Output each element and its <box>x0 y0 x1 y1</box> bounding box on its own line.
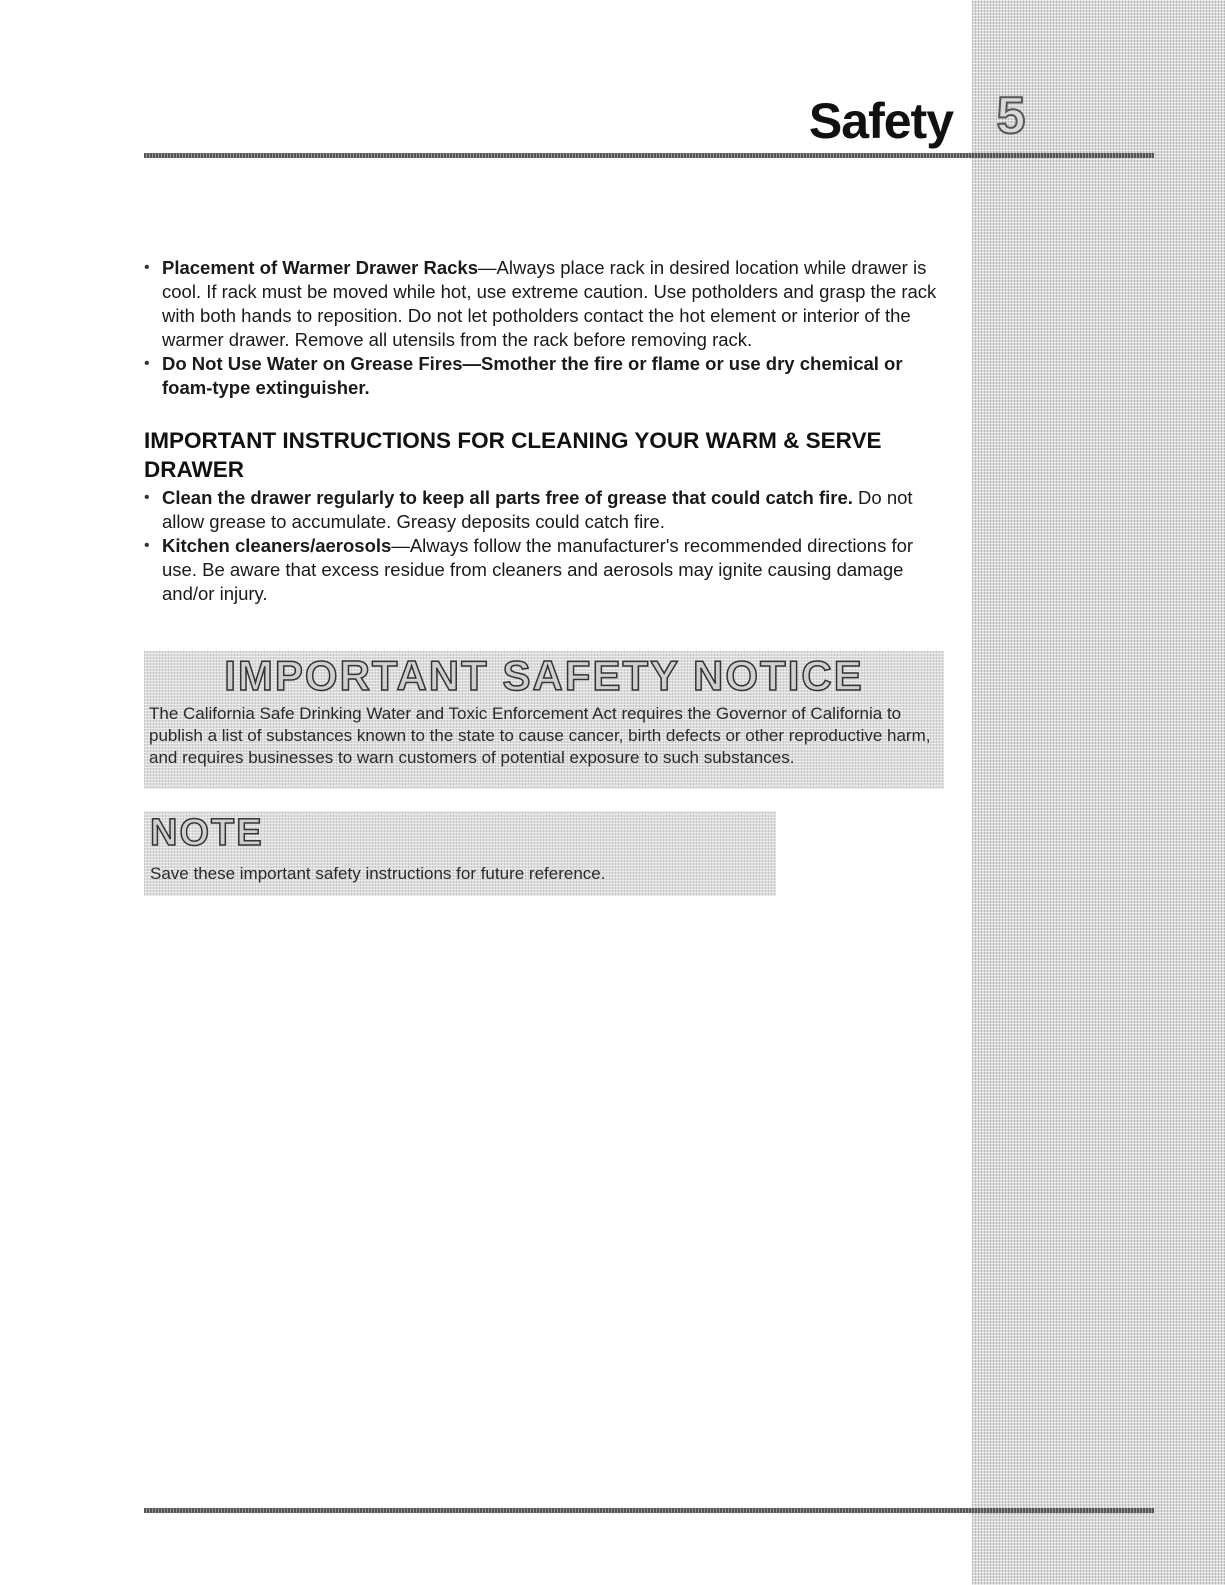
safety-notice-heading: IMPORTANT SAFETY NOTICE <box>224 652 864 699</box>
header-rule <box>144 153 1154 158</box>
list-item <box>144 352 944 400</box>
safety-notice-box <box>144 651 944 789</box>
side-tab-strip <box>972 0 1225 1585</box>
section-heading: IMPORTANT INSTRUCTIONS FOR CLEANING YOUR WARM & SERVE DRAWER <box>144 428 882 482</box>
bullet-bold-lead: Do Not Use Water on Grease Fires—Smother the fire or flame or use dry chemical or foam-type extinguisher. <box>162 353 903 398</box>
page-title: Safety <box>808 93 953 149</box>
bullet-bold-lead: Placement of Warmer Drawer Racks <box>162 257 479 278</box>
bullet-text: —Always follow the manufacturer's recommended directions for use. Be aware that excess residue from cleaners and aerosols may ignite causing damage and/or injury. <box>162 535 914 604</box>
note-body: Save these important safety instructions for future reference. <box>150 864 606 883</box>
main-content <box>144 256 944 606</box>
bullet-text: Do not allow grease to accumulate. Greasy deposits could catch fire. <box>162 487 913 532</box>
list-item <box>144 534 944 606</box>
safety-notice-body: The California Safe Drinking Water and Toxic Enforcement Act requires the Governor of California to publish a list of substances known to the state to cause cancer, birth defects or other reproductive harm, and requires businesses to warn customers of potential exposure to such substances. <box>149 704 931 767</box>
list-item <box>144 256 944 352</box>
bullet-text: —Always place rack in desired location while drawer is cool. If rack must be moved while hot, use extreme caution. Use potholders and grasp the rack with both hands to reposition. Do not let potholders contact the hot element or interior of the warmer drawer. Remove all utensils from the rack before removing rack. <box>162 257 937 350</box>
safety-bullet-list <box>144 256 944 400</box>
cleaning-bullet-list <box>144 486 944 606</box>
bullet-bold-lead: Clean the drawer regularly to keep all parts free of grease that could catch fire. <box>162 487 853 508</box>
bullet-bold-lead: Kitchen cleaners/aerosols <box>162 535 392 556</box>
list-item <box>144 486 944 534</box>
page-number: 5 <box>996 87 1026 145</box>
note-box <box>144 811 776 896</box>
note-heading: NOTE <box>150 812 264 854</box>
footer-rule <box>144 1508 1154 1513</box>
